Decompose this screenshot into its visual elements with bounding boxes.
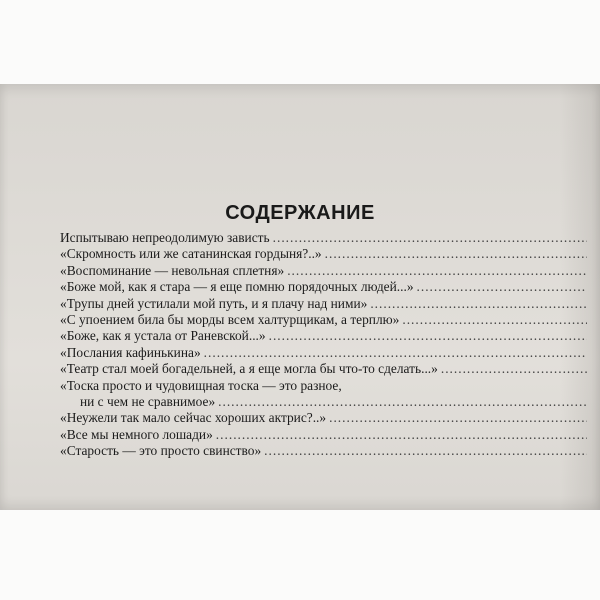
dot-leader — [273, 230, 587, 246]
toc-entry — [60, 230, 600, 246]
dot-leader — [264, 443, 587, 459]
dot-leader — [218, 394, 587, 410]
toc-entry — [60, 312, 600, 328]
toc-title: СОДЕРЖАНИЕ — [225, 202, 375, 224]
toc-entry-text: ни с чем не сравнимое» — [80, 393, 216, 409]
toc-entry — [60, 246, 600, 262]
toc-entry — [60, 263, 600, 279]
dot-leader — [269, 328, 587, 344]
toc-entry-text: «Старость — это просто свинство» — [60, 443, 262, 459]
table-of-contents — [60, 230, 600, 459]
toc-entry — [60, 410, 600, 426]
toc-entry-text: Испытываю непреодолимую зависть — [60, 230, 270, 245]
toc-entry-continuation — [60, 394, 600, 410]
toc-entry-text: «Трупы дней устилали мой путь, и я плачу над ними» — [60, 295, 368, 311]
toc-entry-text: «Театр стал моей богадельней, а я еще могла бы что-то сделать...» — [60, 361, 438, 377]
toc-entry — [60, 378, 600, 394]
dot-leader — [216, 427, 587, 443]
toc-entry — [60, 279, 600, 295]
toc-entry-text: «С упоением била бы морды всем халтурщикам, а терплю» — [60, 311, 400, 327]
toc-entry — [60, 443, 600, 459]
dot-leader — [329, 410, 587, 426]
toc-entry — [60, 296, 600, 312]
toc-entry-text: «Послания кафинькина» — [60, 344, 201, 360]
dot-leader — [370, 296, 587, 312]
toc-entry-text: «Тоска просто и чудовищная тоска — это разное, — [60, 377, 342, 393]
toc-entry-text: «Боже, как я устала от Раневской...» — [60, 328, 266, 344]
toc-entry-text: «Воспоминание — невольная сплетня» — [60, 262, 285, 278]
toc-entry-text: «Неужели так мало сейчас хороших актрис?..» — [60, 410, 327, 426]
dot-leader — [325, 246, 587, 262]
dot-leader — [402, 312, 587, 328]
toc-entry — [60, 345, 600, 361]
toc-entry — [60, 361, 600, 377]
toc-entry-text: «Скромность или же сатанинская гордыня?..» — [60, 246, 322, 262]
dot-leader — [204, 345, 587, 361]
dot-leader — [287, 263, 587, 279]
dot-leader — [441, 361, 587, 377]
toc-entry-text: «Боже мой, как я стара — я еще помню порядочных людей...» — [60, 279, 414, 295]
toc-entry — [60, 328, 600, 344]
toc-entry — [60, 427, 600, 443]
dot-leader — [417, 279, 587, 295]
toc-entry-text: «Все мы немного лошади» — [60, 426, 213, 442]
